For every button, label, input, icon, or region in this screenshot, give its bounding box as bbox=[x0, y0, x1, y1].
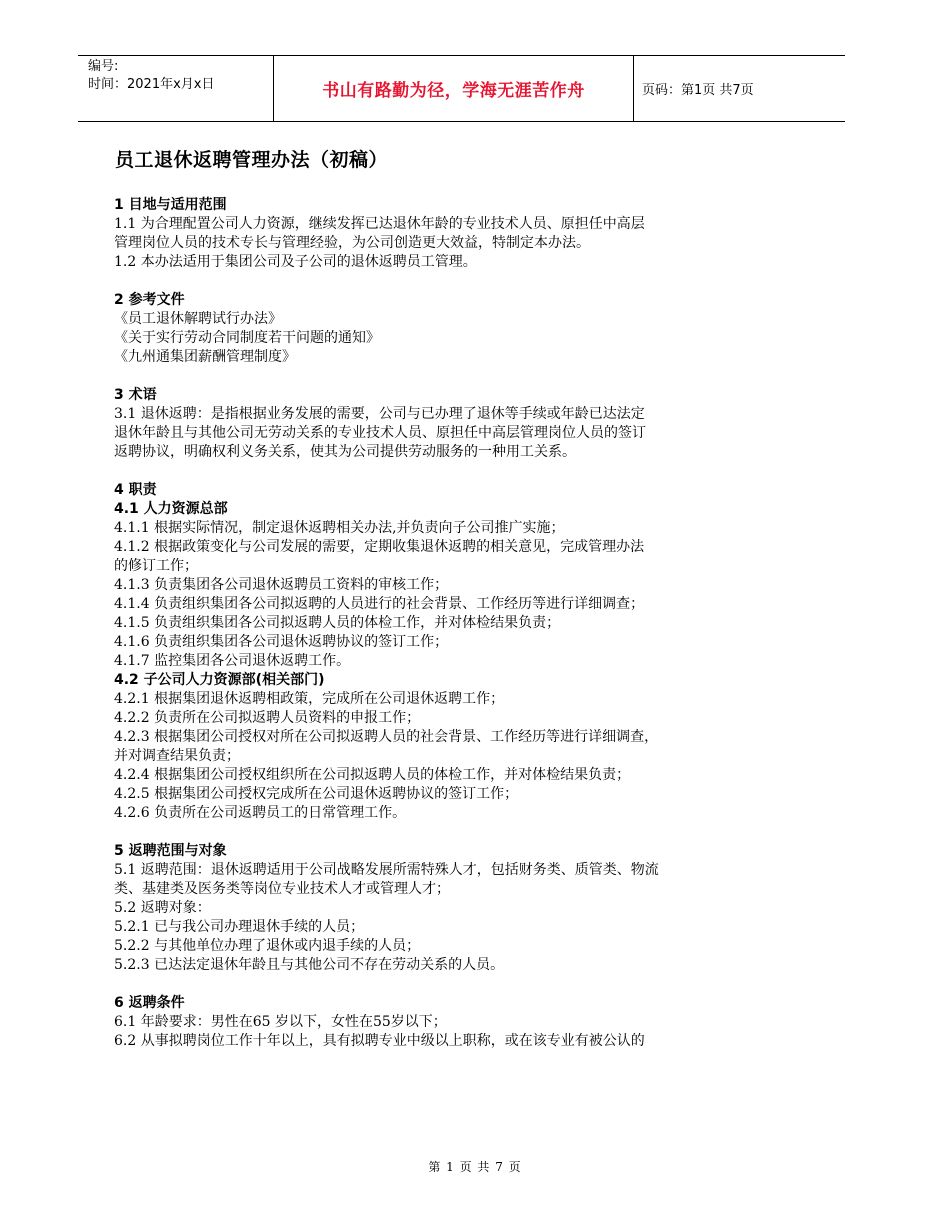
blank-line bbox=[114, 823, 814, 842]
body-line: 4.1.6 负责组织集团各公司退休返聘协议的签订工作； bbox=[114, 634, 449, 650]
section-heading: 5 返聘范围与对象 bbox=[114, 843, 227, 859]
body-line: 5.2.1 已与我公司办理退休手续的人员； bbox=[114, 919, 365, 935]
body-line: 4.1.3 负责集团各公司退休返聘员工资料的审核工作； bbox=[114, 577, 449, 593]
time-label: 时间：2021年x月x日 bbox=[88, 77, 215, 92]
blank-line bbox=[114, 367, 814, 386]
section-heading: 4 职责 bbox=[114, 482, 157, 498]
body-line: 返聘协议，明确权利义务关系，使其为公司提供劳动服务的一种用工关系。 bbox=[114, 444, 576, 460]
body-line: 退休年龄且与其他公司无劳动关系的专业技术人员、原担任中高层管理岗位人员的签订 bbox=[114, 425, 646, 441]
body-line: 1.1 为合理配置公司人力资源，继续发挥已达退休年龄的专业技术人员、原担任中高层 bbox=[114, 216, 645, 232]
body-line: 类、基建类及医务类等岗位专业技术人才或管理人才； bbox=[114, 881, 450, 897]
body-line: 6.2 从事拟聘岗位工作十年以上，具有拟聘专业中级以上职称，或在该专业有被公认的 bbox=[114, 1033, 645, 1049]
body-line: 《九州通集团薪酬管理制度》 bbox=[114, 349, 296, 365]
body-line: 4.1.4 负责组织集团各公司拟返聘的人员进行的社会背景、工作经历等进行详细调查； bbox=[114, 596, 645, 612]
body-line: 4.2.5 根据集团公司授权完成所在公司退休返聘协议的签订工作； bbox=[114, 786, 519, 802]
blank-line bbox=[114, 462, 814, 481]
document-body bbox=[114, 196, 814, 1051]
body-line: 6.1 年龄要求：男性在65 岁以下，女性在55岁以下； bbox=[114, 1014, 447, 1030]
blank-line bbox=[114, 272, 814, 291]
body-line: 4.1.1 根据实际情况，制定退休返聘相关办法,并负责向子公司推广实施； bbox=[114, 520, 565, 536]
body-line: 4.2.1 根据集团退休返聘相政策，完成所在公司退休返聘工作； bbox=[114, 691, 505, 707]
body-line: 管理岗位人员的技术专长与管理经验，为公司创造更大效益，特制定本办法。 bbox=[114, 235, 590, 251]
body-line: 4.2.3 根据集团公司授权对所在公司拟返聘人员的社会背景、工作经历等进行详细调查， bbox=[114, 729, 659, 745]
body-line: 4.1.7 监控集团各公司退休返聘工作。 bbox=[114, 653, 351, 669]
body-line: 《员工退休解聘试行办法》 bbox=[114, 311, 282, 327]
number-label: 编号: bbox=[88, 59, 119, 74]
body-line: 5.2.3 已达法定退休年龄且与其他公司不存在劳动关系的人员。 bbox=[114, 957, 505, 973]
body-line: 5.2 返聘对象： bbox=[114, 900, 211, 916]
body-line: 4.2.6 负责所在公司返聘员工的日常管理工作。 bbox=[114, 805, 407, 821]
body-line: 并对调查结果负责； bbox=[114, 748, 240, 764]
body-line: 的修订工作； bbox=[114, 558, 198, 574]
body-line: 5.2.2 与其他单位办理了退休或内退手续的人员； bbox=[114, 938, 421, 954]
body-line: 4.2.4 根据集团公司授权组织所在公司拟返聘人员的体检工作，并对体检结果负责； bbox=[114, 767, 631, 783]
body-line: 4.1.2 根据政策变化与公司发展的需要，定期收集退休返聘的相关意见，完成管理办法 bbox=[114, 539, 645, 555]
page-footer: 第 1 页 共 7 页 bbox=[428, 1160, 522, 1174]
body-line: 1.2 本办法适用于集团公司及子公司的退休返聘员工管理。 bbox=[114, 254, 477, 270]
header-meta bbox=[78, 56, 274, 121]
section-heading: 4.2 子公司人力资源部(相关部门) bbox=[114, 672, 325, 688]
document-title: 员工退休返聘管理办法（初稿） bbox=[115, 149, 389, 171]
body-line: 5.1 返聘范围：退休返聘适用于公司战略发展所需特殊人才，包括财务类、质管类、物流 bbox=[114, 862, 659, 878]
body-line: 4.1.5 负责组织集团各公司拟返聘人员的体检工作，并对体检结果负责； bbox=[114, 615, 561, 631]
header-page-label: 页码：第1页 共7页 bbox=[642, 83, 754, 98]
body-line: 《关于实行劳动合同制度若干问题的通知》 bbox=[114, 330, 380, 346]
blank-line bbox=[114, 975, 814, 994]
body-line: 3.1 退休返聘：是指根据业务发展的需要，公司与已办理了退休等手续或年龄已达法定 bbox=[114, 406, 645, 422]
section-heading: 6 返聘条件 bbox=[114, 995, 185, 1011]
section-heading: 4.1 人力资源总部 bbox=[114, 501, 228, 517]
header-slogan: 书山有路勤为径，学海无涯苦作舟 bbox=[274, 56, 634, 121]
section-heading: 1 目地与适用范围 bbox=[114, 197, 227, 213]
page-header bbox=[78, 55, 845, 122]
section-heading: 3 术语 bbox=[114, 387, 157, 403]
body-line: 4.2.2 负责所在公司拟返聘人员资料的申报工作； bbox=[114, 710, 421, 726]
section-heading: 2 参考文件 bbox=[114, 292, 185, 308]
